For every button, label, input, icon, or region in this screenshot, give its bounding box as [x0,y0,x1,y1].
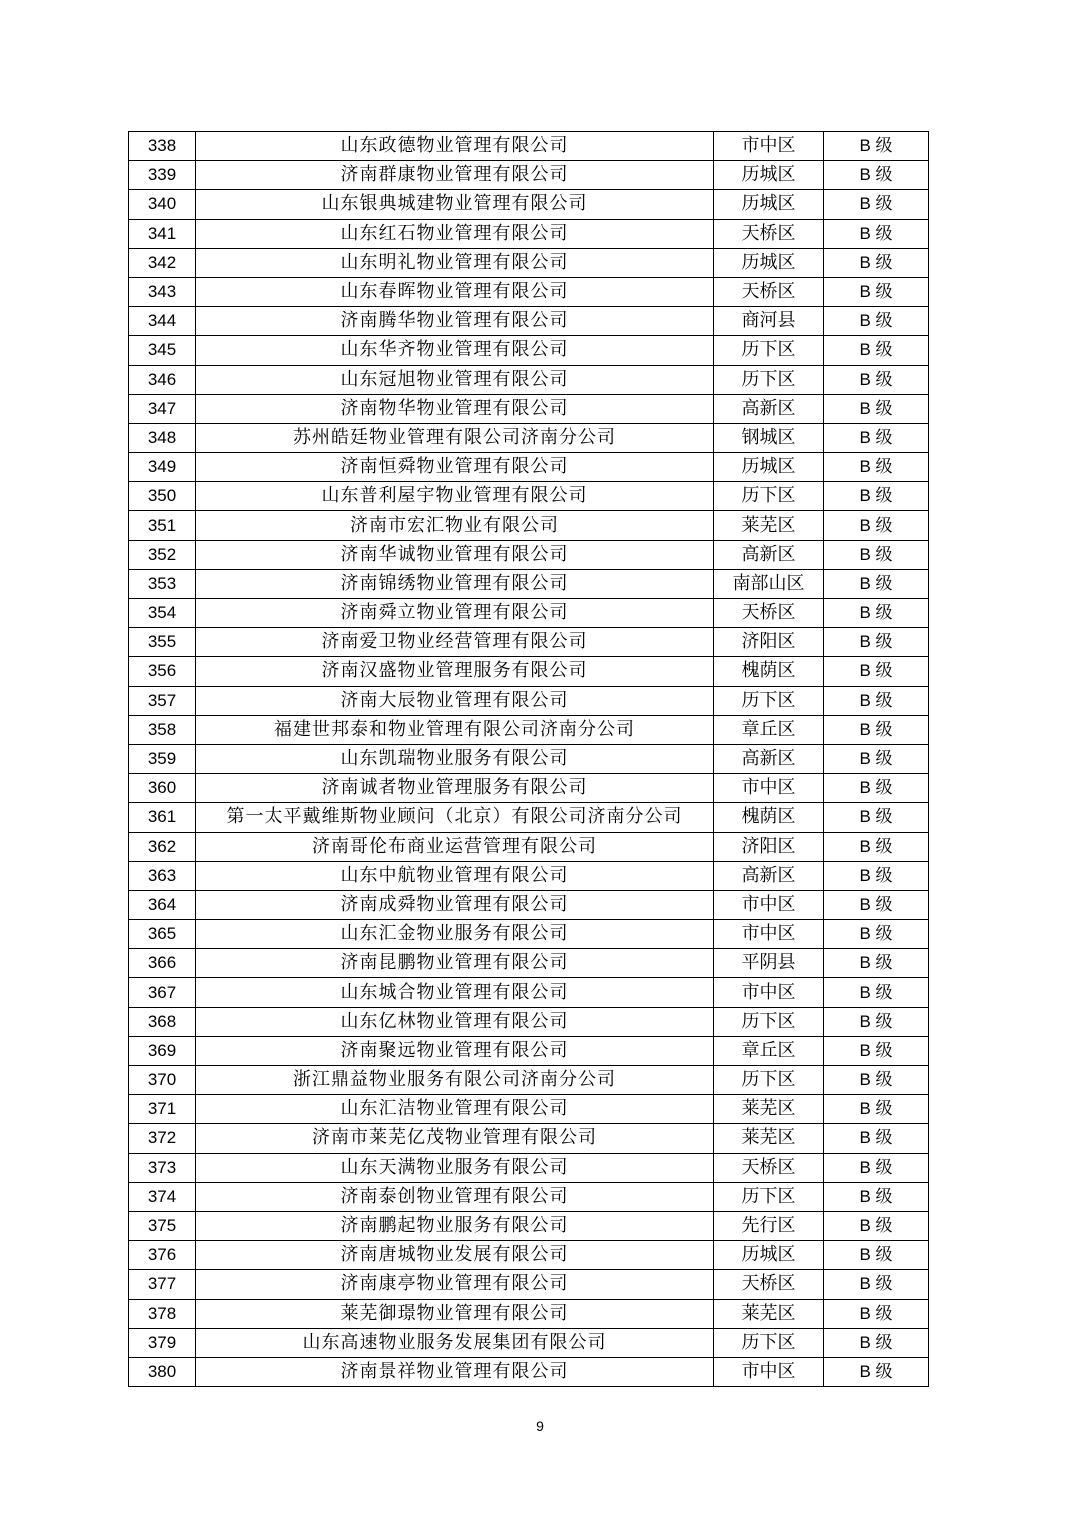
row-number-cell: 346 [129,365,196,394]
table-row [129,1036,929,1065]
district-cell: 高新区 [714,744,824,773]
grade-cell: B 级 [824,511,929,540]
page-number: 9 [536,1418,544,1434]
district-cell: 历城区 [714,248,824,277]
row-number-cell: 361 [129,803,196,832]
district-cell: 槐荫区 [714,803,824,832]
grade-cell: B 级 [824,1095,929,1124]
company-name-cell: 浙江鼎益物业服务有限公司济南分公司 [196,1066,714,1095]
row-number-cell: 344 [129,307,196,336]
row-number-cell: 378 [129,1299,196,1328]
table-row [129,307,929,336]
row-number-cell: 363 [129,861,196,890]
row-number-cell: 374 [129,1182,196,1211]
table-row [129,686,929,715]
district-cell: 高新区 [714,540,824,569]
company-name-cell: 济南康亭物业管理有限公司 [196,1270,714,1299]
table-row [129,190,929,219]
row-number-cell: 348 [129,423,196,452]
grade-cell: B 级 [824,949,929,978]
district-cell: 市中区 [714,1357,824,1386]
row-number-cell: 357 [129,686,196,715]
district-cell: 高新区 [714,394,824,423]
district-cell: 市中区 [714,978,824,1007]
row-number-cell: 339 [129,161,196,190]
grade-cell: B 级 [824,890,929,919]
grade-cell: B 级 [824,1182,929,1211]
district-cell: 历下区 [714,1328,824,1357]
row-number-cell: 376 [129,1241,196,1270]
district-cell: 莱芜区 [714,1124,824,1153]
district-cell: 天桥区 [714,219,824,248]
grade-cell: B 级 [824,657,929,686]
grade-cell: B 级 [824,1270,929,1299]
district-cell: 莱芜区 [714,511,824,540]
table-row [129,511,929,540]
district-cell: 历城区 [714,161,824,190]
company-name-cell: 济南聚远物业管理有限公司 [196,1036,714,1065]
grade-cell: B 级 [824,774,929,803]
district-cell: 天桥区 [714,277,824,306]
grade-cell: B 级 [824,453,929,482]
district-cell: 历下区 [714,1066,824,1095]
company-name-cell: 第一太平戴维斯物业顾问（北京）有限公司济南分公司 [196,803,714,832]
district-cell: 南部山区 [714,569,824,598]
row-number-cell: 371 [129,1095,196,1124]
row-number-cell: 379 [129,1328,196,1357]
table-row [129,715,929,744]
grade-cell: B 级 [824,599,929,628]
company-name-cell: 山东亿林物业管理有限公司 [196,1007,714,1036]
company-name-cell: 济南唐城物业发展有限公司 [196,1241,714,1270]
table-row [129,277,929,306]
grade-cell: B 级 [824,248,929,277]
grade-cell: B 级 [824,190,929,219]
row-number-cell: 375 [129,1211,196,1240]
company-name-cell: 济南华诚物业管理有限公司 [196,540,714,569]
company-name-cell: 山东银典城建物业管理有限公司 [196,190,714,219]
row-number-cell: 349 [129,453,196,482]
table-row [129,248,929,277]
table-row [129,832,929,861]
company-name-cell: 济南泰创物业管理有限公司 [196,1182,714,1211]
company-name-cell: 济南恒舜物业管理有限公司 [196,453,714,482]
table-row [129,423,929,452]
row-number-cell: 342 [129,248,196,277]
table-row [129,1270,929,1299]
company-name-cell: 山东汇洁物业管理有限公司 [196,1095,714,1124]
table-row [129,453,929,482]
grade-cell: B 级 [824,1066,929,1095]
district-cell: 济阳区 [714,628,824,657]
grade-cell: B 级 [824,336,929,365]
district-cell: 市中区 [714,920,824,949]
table-row [129,657,929,686]
company-name-cell: 济南诚者物业管理服务有限公司 [196,774,714,803]
row-number-cell: 345 [129,336,196,365]
district-cell: 历下区 [714,365,824,394]
property-company-rating-table [128,131,929,1387]
row-number-cell: 359 [129,744,196,773]
grade-cell: B 级 [824,394,929,423]
company-name-cell: 山东明礼物业管理有限公司 [196,248,714,277]
grade-cell: B 级 [824,1124,929,1153]
table-row [129,1153,929,1182]
row-number-cell: 364 [129,890,196,919]
company-name-cell: 山东高速物业服务发展集团有限公司 [196,1328,714,1357]
grade-cell: B 级 [824,540,929,569]
table-row [129,803,929,832]
grade-cell: B 级 [824,832,929,861]
district-cell: 历下区 [714,1182,824,1211]
table-row [129,540,929,569]
row-number-cell: 353 [129,569,196,598]
row-number-cell: 355 [129,628,196,657]
table-body [129,132,929,1387]
grade-cell: B 级 [824,1357,929,1386]
table-row [129,1328,929,1357]
grade-cell: B 级 [824,715,929,744]
row-number-cell: 367 [129,978,196,1007]
row-number-cell: 365 [129,920,196,949]
company-name-cell: 山东中航物业管理有限公司 [196,861,714,890]
district-cell: 天桥区 [714,1153,824,1182]
table-row [129,394,929,423]
grade-cell: B 级 [824,744,929,773]
grade-cell: B 级 [824,1328,929,1357]
district-cell: 历城区 [714,1241,824,1270]
district-cell: 历城区 [714,190,824,219]
grade-cell: B 级 [824,482,929,511]
company-name-cell: 山东政德物业管理有限公司 [196,132,714,161]
company-name-cell: 山东华齐物业管理有限公司 [196,336,714,365]
table-row [129,920,929,949]
district-cell: 莱芜区 [714,1299,824,1328]
company-name-cell: 济南锦绣物业管理有限公司 [196,569,714,598]
company-name-cell: 山东天满物业服务有限公司 [196,1153,714,1182]
district-cell: 历下区 [714,336,824,365]
grade-cell: B 级 [824,803,929,832]
table-row [129,482,929,511]
table-row [129,1241,929,1270]
company-name-cell: 山东凯瑞物业服务有限公司 [196,744,714,773]
table-row [129,1299,929,1328]
grade-cell: B 级 [824,219,929,248]
company-name-cell: 山东汇金物业服务有限公司 [196,920,714,949]
row-number-cell: 362 [129,832,196,861]
grade-cell: B 级 [824,1241,929,1270]
row-number-cell: 350 [129,482,196,511]
table-row [129,1211,929,1240]
district-cell: 钢城区 [714,423,824,452]
table-row [129,599,929,628]
grade-cell: B 级 [824,132,929,161]
company-name-cell: 济南市宏汇物业有限公司 [196,511,714,540]
district-cell: 商河县 [714,307,824,336]
district-cell: 天桥区 [714,599,824,628]
district-cell: 历下区 [714,1007,824,1036]
company-name-cell: 山东普利屋宇物业管理有限公司 [196,482,714,511]
company-name-cell: 济南舜立物业管理有限公司 [196,599,714,628]
grade-cell: B 级 [824,861,929,890]
grade-cell: B 级 [824,423,929,452]
company-name-cell: 济南物华物业管理有限公司 [196,394,714,423]
district-cell: 历城区 [714,453,824,482]
company-name-cell: 济南汉盛物业管理服务有限公司 [196,657,714,686]
table-row [129,1066,929,1095]
company-name-cell: 山东春晖物业管理有限公司 [196,277,714,306]
row-number-cell: 340 [129,190,196,219]
grade-cell: B 级 [824,307,929,336]
company-name-cell: 济南大辰物业管理有限公司 [196,686,714,715]
company-name-cell: 济南市莱芜亿茂物业管理有限公司 [196,1124,714,1153]
company-name-cell: 山东红石物业管理有限公司 [196,219,714,248]
row-number-cell: 341 [129,219,196,248]
row-number-cell: 352 [129,540,196,569]
grade-cell: B 级 [824,686,929,715]
table-row [129,336,929,365]
row-number-cell: 377 [129,1270,196,1299]
district-cell: 平阴县 [714,949,824,978]
table-row [129,1357,929,1386]
company-name-cell: 苏州皓廷物业管理有限公司济南分公司 [196,423,714,452]
district-cell: 市中区 [714,890,824,919]
table-row [129,365,929,394]
table-row [129,744,929,773]
district-cell: 市中区 [714,132,824,161]
company-name-cell: 济南哥伦布商业运营管理有限公司 [196,832,714,861]
row-number-cell: 356 [129,657,196,686]
table-row [129,890,929,919]
district-cell: 槐荫区 [714,657,824,686]
table-row [129,569,929,598]
company-name-cell: 济南腾华物业管理有限公司 [196,307,714,336]
grade-cell: B 级 [824,161,929,190]
table-row [129,219,929,248]
grade-cell: B 级 [824,365,929,394]
row-number-cell: 369 [129,1036,196,1065]
grade-cell: B 级 [824,277,929,306]
row-number-cell: 380 [129,1357,196,1386]
table-row [129,949,929,978]
company-name-cell: 济南鹏起物业服务有限公司 [196,1211,714,1240]
grade-cell: B 级 [824,978,929,1007]
district-cell: 市中区 [714,774,824,803]
table-row [129,628,929,657]
grade-cell: B 级 [824,1036,929,1065]
table-row [129,1124,929,1153]
table-row [129,861,929,890]
grade-cell: B 级 [824,1153,929,1182]
table-row [129,1007,929,1036]
district-cell: 章丘区 [714,1036,824,1065]
row-number-cell: 358 [129,715,196,744]
table-row [129,1095,929,1124]
company-name-cell: 山东城合物业管理有限公司 [196,978,714,1007]
row-number-cell: 360 [129,774,196,803]
table-row [129,978,929,1007]
district-cell: 济阳区 [714,832,824,861]
table-row [129,132,929,161]
row-number-cell: 347 [129,394,196,423]
grade-cell: B 级 [824,920,929,949]
company-name-cell: 济南群康物业管理有限公司 [196,161,714,190]
row-number-cell: 351 [129,511,196,540]
company-name-cell: 济南成舜物业管理有限公司 [196,890,714,919]
company-name-cell: 福建世邦泰和物业管理有限公司济南分公司 [196,715,714,744]
row-number-cell: 354 [129,599,196,628]
district-cell: 莱芜区 [714,1095,824,1124]
district-cell: 先行区 [714,1211,824,1240]
grade-cell: B 级 [824,1211,929,1240]
table-row [129,1182,929,1211]
company-name-cell: 山东冠旭物业管理有限公司 [196,365,714,394]
company-name-cell: 济南爱卫物业经营管理有限公司 [196,628,714,657]
grade-cell: B 级 [824,1007,929,1036]
grade-cell: B 级 [824,1299,929,1328]
company-name-cell: 济南景祥物业管理有限公司 [196,1357,714,1386]
grade-cell: B 级 [824,628,929,657]
row-number-cell: 338 [129,132,196,161]
row-number-cell: 368 [129,1007,196,1036]
district-cell: 历下区 [714,482,824,511]
table-row [129,161,929,190]
row-number-cell: 373 [129,1153,196,1182]
company-name-cell: 莱芜御璟物业管理有限公司 [196,1299,714,1328]
district-cell: 章丘区 [714,715,824,744]
row-number-cell: 343 [129,277,196,306]
company-name-cell: 济南昆鹏物业管理有限公司 [196,949,714,978]
row-number-cell: 372 [129,1124,196,1153]
row-number-cell: 366 [129,949,196,978]
row-number-cell: 370 [129,1066,196,1095]
district-cell: 高新区 [714,861,824,890]
table-row [129,774,929,803]
district-cell: 历下区 [714,686,824,715]
district-cell: 天桥区 [714,1270,824,1299]
grade-cell: B 级 [824,569,929,598]
